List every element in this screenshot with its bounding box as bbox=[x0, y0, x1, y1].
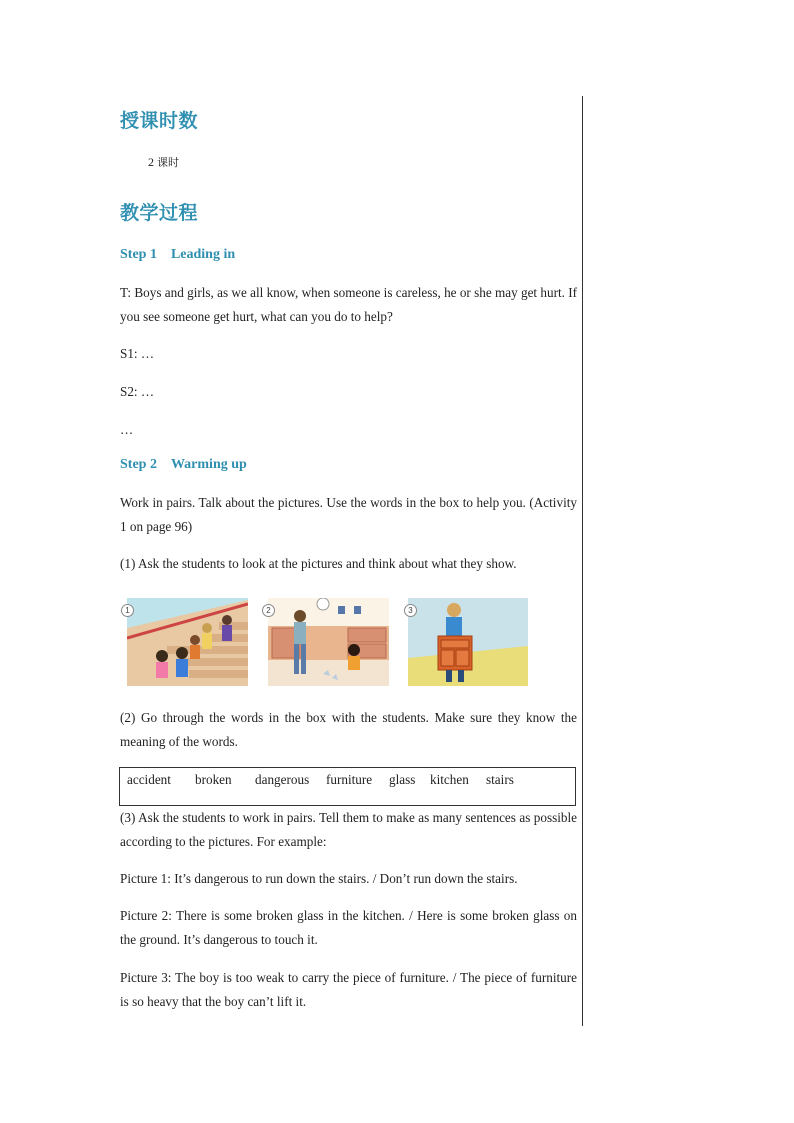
step1-title: Leading in bbox=[170, 247, 236, 262]
step1-ellipsis: … bbox=[120, 422, 134, 437]
hours-unit: 课时 bbox=[157, 156, 179, 169]
process-heading: 教学过程 bbox=[120, 202, 199, 224]
step2-label: Step 2 bbox=[120, 457, 157, 472]
word-item: furniture bbox=[326, 772, 373, 787]
hours-value bbox=[148, 154, 179, 170]
word-item: broken bbox=[195, 772, 232, 787]
hours-number: 2 bbox=[148, 155, 154, 169]
picture-1-sentence: Picture 1: It’s dangerous to run down the stairs. / Don’t run down the stairs. bbox=[120, 871, 518, 886]
picture-3-furniture-illustration bbox=[408, 598, 528, 686]
step1-label: Step 1 bbox=[120, 247, 157, 262]
step1-heading bbox=[120, 247, 235, 263]
word-item: kitchen bbox=[430, 772, 469, 787]
step2-item3: (3) Ask the students to work in pairs. Tell them to make as many sentences as possible according to the pictures. For example: bbox=[120, 810, 577, 849]
word-item: dangerous bbox=[255, 772, 310, 787]
hours-heading: 授课时数 bbox=[120, 110, 199, 132]
word-item: stairs bbox=[486, 772, 514, 787]
step2-item2: (2) Go through the words in the box with the students. Make sure they know the meaning of the words. bbox=[120, 710, 577, 749]
step1-teacher-text: T: Boys and girls, as we all know, when someone is careless, he or she may get hurt. If you see someone get hurt, what can you do to help? bbox=[120, 285, 578, 324]
page-margin-line bbox=[582, 96, 583, 1026]
step1-s1: S1: … bbox=[120, 346, 155, 361]
step1-s2: S2: … bbox=[120, 384, 155, 399]
step2-item1: (1) Ask the students to look at the pictures and think about what they show. bbox=[120, 556, 517, 571]
picture-2-kitchen-illustration bbox=[268, 598, 389, 686]
step2-title: Warming up bbox=[170, 457, 247, 472]
picture-1-number: 1 bbox=[121, 604, 134, 617]
picture-2-sentence: Picture 2: There is some broken glass in the kitchen. / Here is some broken glass on the ground. It’s dangerous to touch it. bbox=[120, 908, 577, 947]
word-box bbox=[119, 767, 576, 806]
picture-3-sentence: Picture 3: The boy is too weak to carry the piece of furniture. / The piece of furniture is so heavy that the boy can’t lift it. bbox=[120, 970, 577, 1009]
step2-heading bbox=[120, 457, 247, 473]
picture-3-number: 3 bbox=[404, 604, 417, 617]
word-item: accident bbox=[127, 772, 171, 787]
word-item: glass bbox=[389, 772, 416, 787]
picture-2-number: 2 bbox=[262, 604, 275, 617]
picture-1-stairs-illustration bbox=[127, 598, 248, 686]
step2-intro: Work in pairs. Talk about the pictures. Use the words in the box to help you. (Activity 1 on page 96) bbox=[120, 495, 577, 534]
